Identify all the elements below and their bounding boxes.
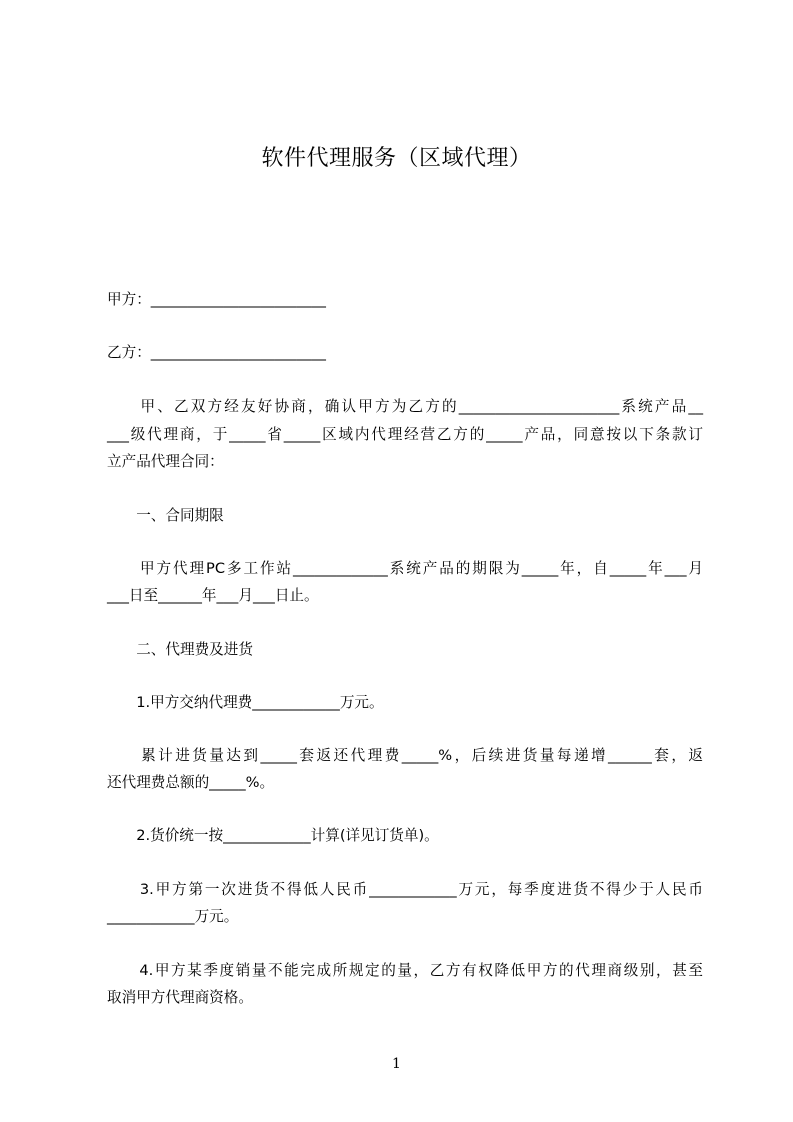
page-number: 1: [392, 1056, 401, 1072]
section-2-heading: 二、代理费及进货: [107, 641, 253, 658]
party-a-line: 甲方：________________________: [107, 291, 326, 308]
item-3-line-2: ____________万元。: [107, 908, 239, 925]
intro-line-3: 立产品代理合同：: [107, 453, 224, 470]
cumulative-line-1: 累计进货量达到_____套返还代理费_____%，后续进货量每递增______套，返: [107, 747, 703, 764]
party-b-line: 乙方：________________________: [107, 344, 326, 361]
section-1-line-1: 甲方代理PC多工作站_____________系统产品的期限为_____年，自_____年___月: [107, 560, 703, 577]
document-title: 软件代理服务（区域代理）: [261, 146, 532, 171]
intro-line-1: 甲、乙双方经友好协商，确认甲方为乙方的______________________系统产品__: [107, 398, 703, 415]
section-1-heading: 一、合同期限: [107, 507, 224, 524]
item-4-line-2: 取消甲方代理商资格。: [107, 989, 253, 1006]
section-1-line-2: ___日至______年___月___日止。: [107, 587, 319, 604]
item-3-line-1: 3.甲方第一次进货不得低人民币____________万元，每季度进货不得少于人民币: [107, 881, 703, 898]
item-1-fee: 1.甲方交纳代理费____________万元。: [107, 694, 384, 711]
cumulative-line-2: 还代理费总额的_____%。: [107, 774, 275, 791]
item-4-line-1: 4.甲方某季度销量不能完成所规定的量，乙方有权降低甲方的代理商级别，甚至: [107, 962, 703, 979]
item-2-price: 2.货价统一按____________计算(详见订货单)。: [107, 827, 439, 844]
intro-line-2: ___级代理商，于_____省_____区域内代理经营乙方的_____产品，同意按以下条款订: [107, 426, 703, 443]
